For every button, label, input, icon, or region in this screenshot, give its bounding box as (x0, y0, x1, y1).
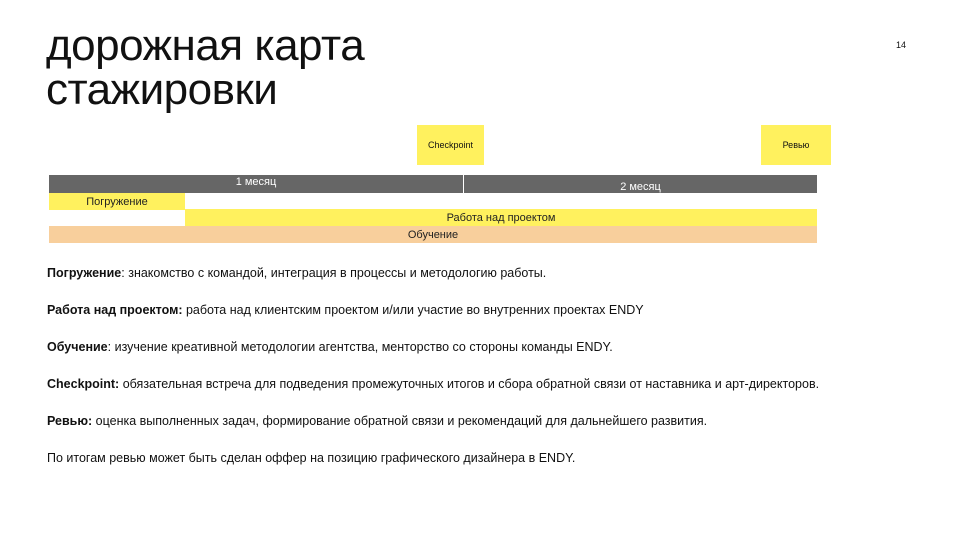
description-project (47, 301, 827, 320)
title-line-1: дорожная карта (46, 21, 365, 70)
description-term: Checkpoint: (47, 377, 120, 391)
footer-note: По итогам ревью может быть сделан оффер на позицию графического дизайнера в ENDY. (47, 451, 576, 465)
description-term: Работа над проектом: (47, 303, 183, 317)
description-immersion (47, 264, 827, 283)
description-term: Обучение (47, 340, 108, 354)
description-text: знакомство с командой, интеграция в процессы и методологию работы. (124, 266, 547, 280)
description-separator: : (107, 340, 112, 354)
description-review (47, 412, 827, 431)
descriptions (47, 264, 827, 486)
description-checkpoint (47, 375, 827, 394)
description-term: Погружение (47, 266, 122, 280)
description-separator: : (121, 266, 125, 280)
immersion-bar: Погружение (49, 193, 185, 210)
description-text: оценка выполненных задач, формирование обратной связи и рекомендаций для дальнейшего развития. (92, 414, 708, 428)
page-number: 14 (896, 40, 907, 50)
learning-bar: Обучение (49, 226, 817, 243)
project-work-bar: Работа над проектом (185, 209, 817, 226)
description-term: Ревью: (47, 414, 93, 428)
month-1-bar: 1 месяц (49, 175, 463, 193)
checkpoint-marker: Checkpoint (417, 125, 484, 165)
description-learning (47, 338, 827, 357)
review-marker: Ревью (761, 125, 831, 165)
title-line-2: стажировки (46, 65, 278, 114)
description-text: изучение креативной методологии агентства, менторство со стороны команды ENDY. (111, 340, 613, 354)
month-2-bar: 2 месяц (464, 175, 817, 193)
description-text: работа над клиентским проектом и/или участие во внутренних проектах ENDY (182, 303, 644, 317)
slide-title (46, 21, 566, 114)
description-text: обязательная встреча для подведения промежуточных итогов и сбора обратной связи от наставника и арт-директоров. (119, 377, 820, 391)
